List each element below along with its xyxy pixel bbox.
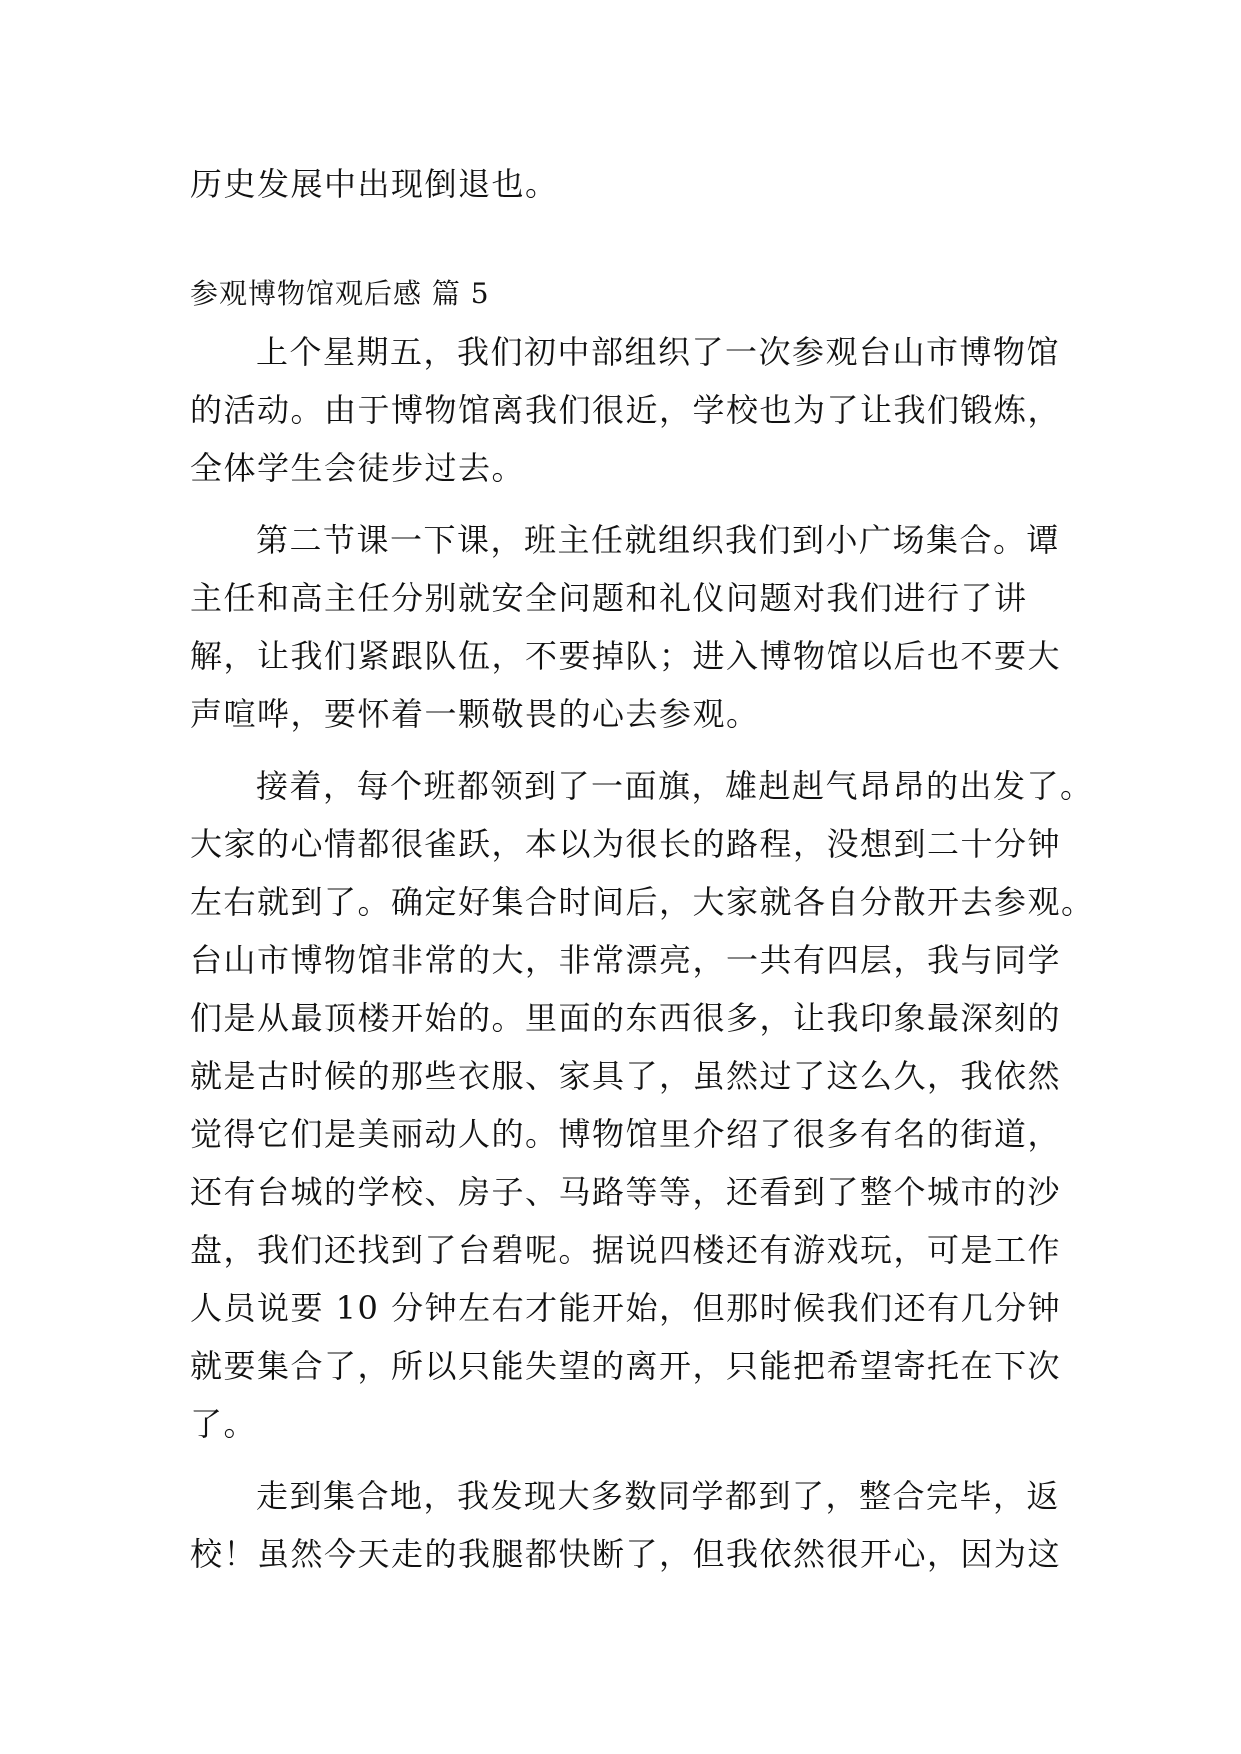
previous-section-tail: 历史发展中出现倒退也。: [190, 165, 559, 203]
paragraph-4: [190, 1467, 1060, 1583]
paragraph-2: [190, 511, 1060, 743]
paragraph-line: 觉得它们是美丽动人的。博物馆里介绍了很多有名的街道，: [190, 1115, 1062, 1153]
paragraph-line: 走到集合地，我发现大多数同学都到了，整合完毕，返: [256, 1477, 1061, 1515]
paragraph-line: 台山市博物馆非常的大，非常漂亮，一共有四层，我与同学: [190, 941, 1062, 979]
paragraph-1: [190, 323, 1060, 497]
paragraph-line: 校！虽然今天走的我腿都快断了，但我依然很开心，因为这: [190, 1535, 1062, 1573]
paragraph-line: 盘，我们还找到了台碧呢。据说四楼还有游戏玩，可是工作: [190, 1231, 1062, 1269]
paragraph-line: 们是从最顶楼开始的。里面的东西很多，让我印象最深刻的: [190, 999, 1062, 1037]
paragraph-line: 还有台城的学校、房子、马路等等，还看到了整个城市的沙: [190, 1173, 1062, 1211]
paragraph-line: 就要集合了，所以只能失望的离开，只能把希望寄托在下次: [190, 1347, 1062, 1385]
paragraph-line: 全体学生会徒步过去。: [190, 449, 526, 487]
paragraph-line: 了。: [190, 1405, 258, 1443]
paragraph-line: 解，让我们紧跟队伍，不要掉队；进入博物馆以后也不要大: [190, 637, 1062, 675]
section-title: 参观博物馆观后感 篇 5: [190, 277, 490, 310]
paragraph-line: 主任和高主任分别就安全问题和礼仪问题对我们进行了讲: [190, 579, 1028, 617]
paragraph-line: 大家的心情都很雀跃，本以为很长的路程，没想到二十分钟: [190, 825, 1062, 863]
paragraph-line: 的活动。由于博物馆离我们很近，学校也为了让我们锻炼，: [190, 391, 1062, 429]
paragraph-3: [190, 757, 1095, 1453]
paragraph-line: 就是古时候的那些衣服、家具了，虽然过了这么久，我依然: [190, 1057, 1062, 1095]
paragraph-line: 左右就到了。确定好集合时间后，大家就各自分散开去参观。: [190, 883, 1095, 921]
paragraph-line: 第二节课一下课，班主任就组织我们到小广场集合。谭: [256, 521, 1061, 559]
paragraph-line: 上个星期五，我们初中部组织了一次参观台山市博物馆: [256, 333, 1061, 371]
document-body: [190, 155, 1095, 1583]
paragraph-line: 声喧哗，要怀着一颗敬畏的心去参观。: [190, 695, 760, 733]
paragraph-line: 人员说要 10 分钟左右才能开始，但那时候我们还有几分钟: [190, 1289, 1062, 1327]
paragraph-line: 接着，每个班都领到了一面旗，雄赳赳气昂昂的出发了。: [256, 767, 1094, 805]
